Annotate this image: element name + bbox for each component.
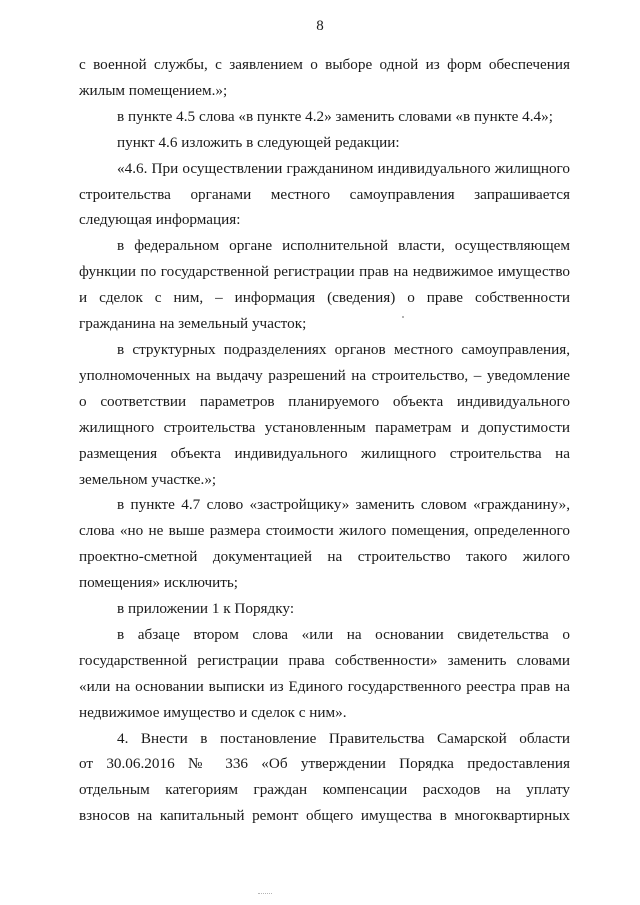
text-line: 4. Внести в постановление Правительства Самарской области bbox=[117, 729, 570, 747]
scan-artifact bbox=[258, 893, 272, 896]
text-line: строительства органами местного самоуправления запрашивается bbox=[79, 185, 570, 203]
text-line: помещения» исключить; bbox=[79, 574, 238, 592]
text-line: в структурных подразделениях органов местного самоуправления, bbox=[117, 340, 570, 358]
text-line: недвижимое имущество и сделок с ним». bbox=[79, 703, 347, 721]
document-body bbox=[79, 52, 570, 829]
text-line: отдельным категориям граждан компенсации расходов на уплату bbox=[79, 781, 570, 799]
text-line: и сделок с ним, – информация (сведения) о праве собственности bbox=[79, 289, 570, 307]
text-line: в пункте 4.5 слова «в пункте 4.2» заменить словами «в пункте 4.4»; bbox=[117, 107, 553, 125]
text-line: жилищного строительства установленным параметрам и допустимости bbox=[79, 418, 570, 436]
text-line: взносов на капитальный ремонт общего имущества в многоквартирных bbox=[79, 807, 570, 825]
text-line: проектно-сметной документацией на строительство такого жилого bbox=[79, 548, 570, 566]
text-line: в федеральном органе исполнительной власти, осуществляющем bbox=[117, 237, 570, 255]
text-line: государственной регистрации права собственности» заменить словами bbox=[79, 651, 570, 669]
text-line: следующая информация: bbox=[79, 211, 241, 229]
page-number: 8 bbox=[316, 18, 324, 34]
text-line: с военной службы, с заявлением о выборе одной из форм обеспечения bbox=[79, 56, 570, 73]
text-line: гражданина на земельный участок; bbox=[79, 315, 307, 333]
text-line: жилым помещением.»; bbox=[79, 81, 228, 99]
text-line: земельном участке.»; bbox=[79, 470, 217, 488]
text-line: в абзаце втором слова «или на основании свидетельства о bbox=[117, 625, 570, 643]
text-line: о соответствии параметров планируемого объекта индивидуального bbox=[79, 392, 570, 410]
text-line: уполномоченных на выдачу разрешений на строительство, – уведомление bbox=[79, 366, 570, 384]
text-line: «или на основании выписки из Единого государственного реестра прав на bbox=[79, 677, 570, 695]
text-line: функции по государственной регистрации прав на недвижимое имущество bbox=[79, 263, 570, 281]
text-line: слова «но не выше размера стоимости жилого помещения, определенного bbox=[79, 522, 570, 540]
text-line: в приложении 1 к Порядку: bbox=[117, 600, 295, 618]
text-line: «4.6. При осуществлении гражданином индивидуального жилищного bbox=[117, 159, 570, 177]
text-line: в пункте 4.7 слово «застройщику» заменить словом «гражданину», bbox=[117, 496, 570, 514]
scan-speck bbox=[402, 316, 404, 318]
text-line: размещения объекта индивидуального жилищного строительства на bbox=[79, 444, 570, 462]
text-line: от 30.06.2016 № 336 «Об утверждении Порядка предоставления bbox=[79, 755, 570, 773]
text-line: пункт 4.6 изложить в следующей редакции: bbox=[117, 133, 400, 151]
